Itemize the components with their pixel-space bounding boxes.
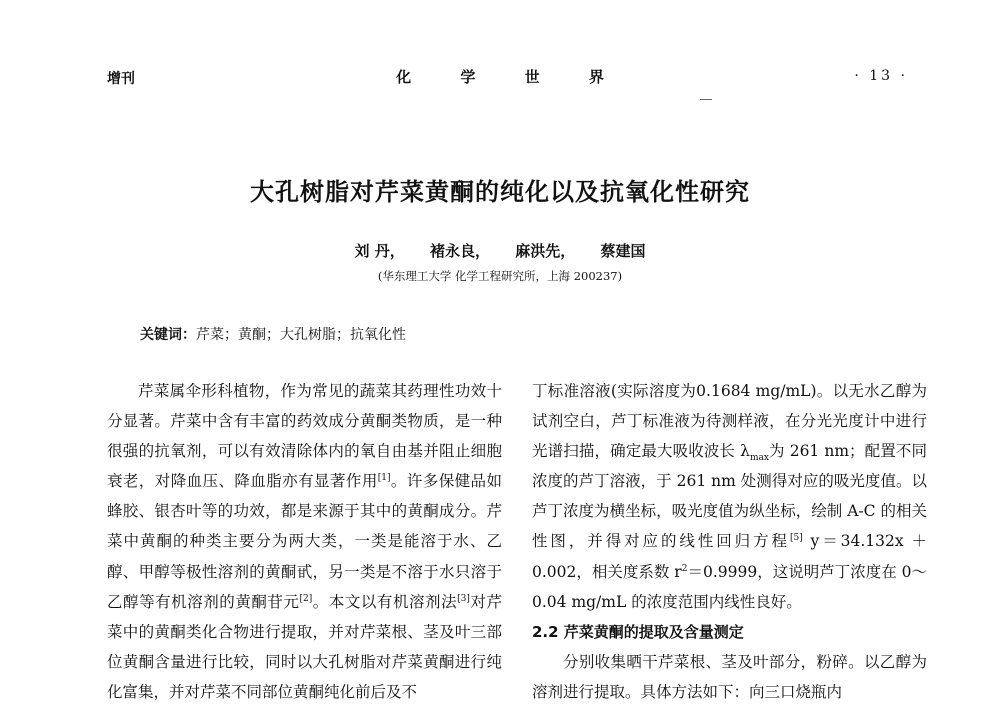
running-head-left: 增刊	[107, 71, 135, 87]
citation: [5]	[789, 533, 803, 544]
journal-char: 界	[588, 68, 604, 86]
author: 刘 丹，	[354, 242, 405, 260]
text-run: 。许多保健品如蜂胶、银杏叶等的功效，都是来源于其中的黄酮成分。芹菜中黄酮的种类主要分为两大类，一类是能溶于水、乙醇、甲醇等极性溶剂的黄酮甙，另一类是不溶于水只溶于乙醇等有机溶剂的黄酮苷元	[107, 472, 502, 611]
author: 麻洪先，	[515, 242, 576, 260]
left-column	[107, 376, 502, 707]
author: 蔡建国	[600, 242, 646, 260]
text-run: 丁标准溶液(实际溶度为0.1684 mg/mL)。以无水乙醇为试剂空白，芦丁标准液为待测样液，在分光光度计中进行光谱扫描，确定最大吸收波长 λ	[532, 382, 927, 461]
journal-char: 学	[460, 68, 476, 86]
journal-char: 化	[396, 68, 412, 86]
body-paragraph	[532, 376, 927, 617]
superscript: 2	[681, 563, 688, 574]
author: 褚永良，	[429, 242, 490, 260]
text-run: 为 261 nm；配置不同浓度的芦丁溶液，于 261 nm 处测得对应的吸光度值。以芦丁浓度为横坐标，吸光度值为纵坐标，绘制 A-C 的相关性图，并得对应的线性回归方程	[532, 442, 927, 551]
text-run: 。本文以有机溶剂法	[312, 592, 458, 611]
author-list	[0, 240, 1000, 261]
journal-char: 世	[524, 68, 540, 86]
keywords-label: 关键词：	[140, 327, 196, 343]
divider	[700, 99, 712, 100]
citation: [2]	[299, 593, 313, 604]
body-paragraph	[107, 376, 502, 707]
section-heading: 2.2 芹菜黄酮的提取及含量测定	[532, 622, 744, 641]
citation: [1]	[377, 473, 391, 484]
text-run: ＝0.9999，这说明芦丁浓度在 0～0.04 mg/mL 的浓度范围内线性良好。	[532, 562, 927, 611]
affiliation: (华东理工大学 化学工程研究所，上海 200237)	[377, 269, 623, 283]
keywords	[140, 324, 406, 344]
subscript: max	[749, 453, 769, 464]
text-run: 对芹菜中的黄酮类化合物进行提取，并对芹菜根、茎及叶三部位黄酮含量进行比较，同时以大孔树脂对芹菜黄酮进行纯化富集，并对芹菜不同部位黄酮纯化前后及不	[107, 592, 502, 701]
paper-title: 大孔树脂对芹菜黄酮的纯化以及抗氧化性研究	[250, 178, 750, 206]
text-run: 芹菜属伞形科植物，作为常见的蔬菜其药理性功效十分显著。芹菜中含有丰富的药效成分黄酮类物质，是一种很强的抗氧剂，可以有效清除体内的氧自由基并阻止细胞衰老，对降血压、降血脂亦有显著作用	[107, 382, 502, 491]
body-paragraph: 分别收集晒干芹菜根、茎及叶部分，粉碎。以乙醇为溶剂进行提取。具体方法如下：向三口烧瓶内	[532, 652, 927, 701]
right-column	[532, 376, 927, 707]
page-number: · 13 ·	[854, 68, 908, 84]
citation: [3]	[457, 593, 470, 604]
journal-name	[0, 66, 1000, 87]
keywords-text: 芹菜；黄酮；大孔树脂；抗氧化性	[196, 327, 406, 343]
text-run: y＝34.132x ＋ 0.002，相关度系数 r	[532, 532, 927, 581]
